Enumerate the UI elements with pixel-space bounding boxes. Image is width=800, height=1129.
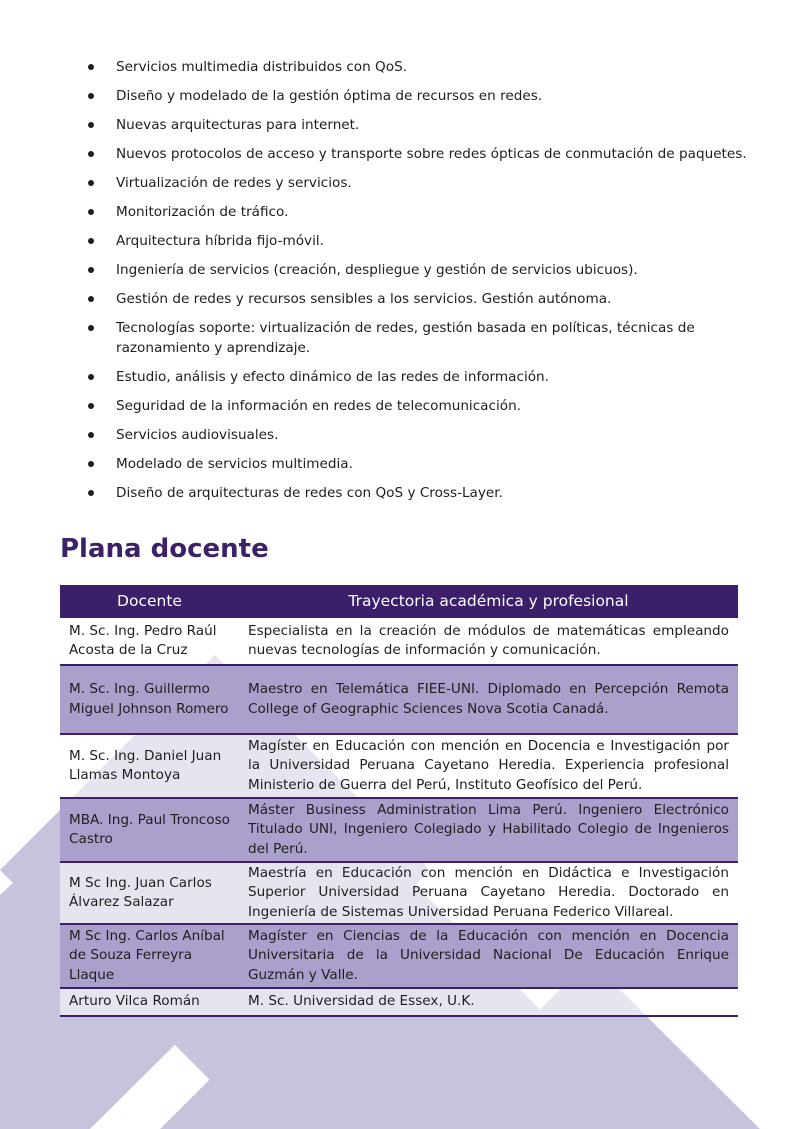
faculty-table [60,585,738,1017]
bullet-icon [88,93,94,99]
cell-docente: MBA. Ing. Paul Troncoso Castro [60,798,239,862]
table-row [60,734,738,798]
list-item-text: Gestión de redes y recursos sensibles a los servicios. Gestión autónoma. [116,291,612,307]
list-item [88,144,748,164]
list-item-text: Servicios audiovisuales. [116,427,279,443]
bullet-icon [88,267,94,273]
bullet-icon [88,151,94,157]
cell-docente: Arturo Vilca Román [60,988,239,1016]
list-item-text: Monitorización de tráfico. [116,204,289,220]
cell-trayectoria: Especialista en la creación de módulos de matemáticas empleando nuevas tecnologías de información y comunicación. [239,618,738,665]
list-item [88,396,748,416]
bullet-icon [88,209,94,215]
list-item [88,260,748,280]
list-item-text: Modelado de servicios multimedia. [116,456,353,472]
cell-docente: M Sc Ing. Carlos Aníbal de Souza Ferreyra Llaque [60,924,239,988]
column-header-trayectoria: Trayectoria académica y profesional [239,585,738,618]
list-item-text: Nuevas arquitecturas para internet. [116,117,360,133]
table-row [60,988,738,1016]
list-item-text: Arquitectura híbrida fijo-móvil. [116,233,324,249]
list-item [88,454,748,474]
list-item [88,231,748,251]
list-item [88,289,748,309]
bullet-icon [88,490,94,496]
cell-docente: M Sc Ing. Juan Carlos Álvarez Salazar [60,862,239,924]
table-row [60,798,738,862]
list-item-text: Diseño de arquitecturas de redes con QoS y Cross-Layer. [116,485,503,501]
bullet-icon [88,64,94,70]
column-header-docente: Docente [60,585,239,618]
bullet-icon [88,180,94,186]
list-item [88,425,748,445]
bullet-icon [88,403,94,409]
cell-trayectoria: Magíster en Educación con mención en Docencia e Investigación por la Universidad Peruana Cayetano Heredia. Experiencia profesional Ministerio de Guerra del Perú, Instituto Geofísico del Perú. [239,734,738,798]
list-item-text: Tecnologías soporte: virtualización de redes, gestión basada en políticas, técnicas de razonamiento y aprendizaje. [116,320,695,356]
bullet-icon [88,461,94,467]
cell-trayectoria: Maestría en Educación con mención en Didáctica e Investigación Superior Universidad Peruana Cayetano Heredia. Doctorado en Ingeniería de Sistemas Universidad Peruana Federico Villareal. [239,862,738,924]
bullet-icon [88,296,94,302]
list-item-text: Nuevos protocolos de acceso y transporte sobre redes ópticas de conmutación de paquetes. [116,146,747,162]
table-header-row [60,585,738,618]
list-item [88,57,748,77]
bullet-icon [88,238,94,244]
table-row [60,862,738,924]
cell-docente: M. Sc. Ing. Guillermo Miguel Johnson Romero [60,665,239,734]
bullet-icon [88,432,94,438]
list-item [88,86,748,106]
list-item-text: Virtualización de redes y servicios. [116,175,352,191]
bullet-icon [88,122,94,128]
table-row [60,618,738,665]
table-row [60,924,738,988]
list-item-text: Servicios multimedia distribuidos con QoS. [116,59,408,75]
list-item-text: Estudio, análisis y efecto dinámico de las redes de información. [116,369,549,385]
table-row [60,665,738,734]
list-item [88,483,748,503]
list-item [88,202,748,222]
cell-trayectoria: Maestro en Telemática FIEE-UNI. Diplomado en Percepción Remota College of Geographic Sciences Nova Scotia Canadá. [239,665,738,734]
list-item-text: Seguridad de la información en redes de telecomunicación. [116,398,522,414]
cell-trayectoria: Máster Business Administration Lima Perú. Ingeniero Electrónico Titulado UNI, Ingeniero Colegiado y Habilitado Colegio de Ingenieros del Perú. [239,798,738,862]
cell-trayectoria: M. Sc. Universidad de Essex, U.K. [239,988,738,1016]
section-title: Plana docente [60,534,269,564]
list-item [88,173,748,193]
list-item-text: Ingeniería de servicios (creación, despliegue y gestión de servicios ubicuos). [116,262,638,278]
list-item [88,318,748,358]
bullet-icon [88,374,94,380]
cell-docente: M. Sc. Ing. Pedro Raúl Acosta de la Cruz [60,618,239,665]
cell-docente: M. Sc. Ing. Daniel Juan Llamas Montoya [60,734,239,798]
list-item [88,367,748,387]
bullet-icon [88,325,94,331]
list-item-text: Diseño y modelado de la gestión óptima de recursos en redes. [116,88,543,104]
research-topics-list [88,57,748,512]
cell-trayectoria: Magíster en Ciencias de la Educación con mención en Docencia Universitaria de la Universidad Nacional De Educación Enrique Guzmán y Valle. [239,924,738,988]
list-item [88,115,748,135]
